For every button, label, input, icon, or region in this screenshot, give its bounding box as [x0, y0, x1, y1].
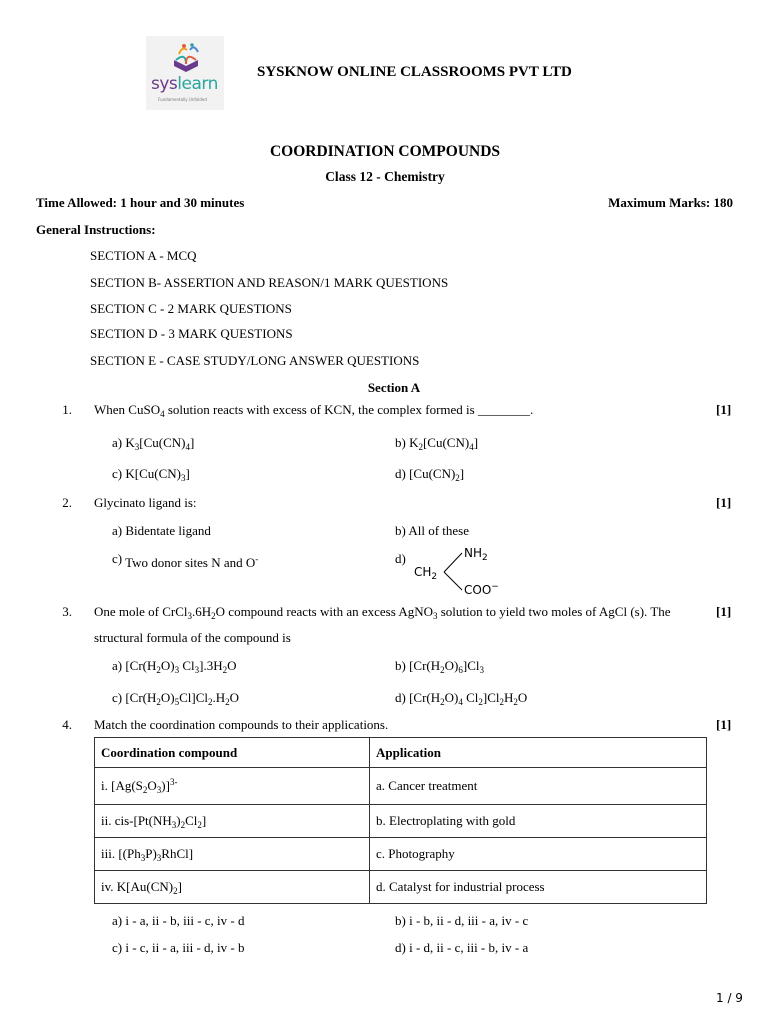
question-text: Glycinato ligand is: [94, 495, 197, 510]
option-b[interactable]: b) i - b, ii - d, iii - a, iv - c [395, 913, 529, 928]
instructions-heading: General Instructions: [36, 222, 156, 237]
company-name: SYSKNOW ONLINE CLASSROOMS PVT LTD [257, 64, 572, 80]
option-b[interactable]: b) All of these [395, 523, 470, 538]
option-d[interactable]: d) i - d, ii - c, iii - b, iv - a [395, 940, 529, 955]
table-cell-application: c. Photography [370, 838, 707, 871]
time-allowed: Time Allowed: 1 hour and 30 minutes [36, 195, 245, 210]
option-c[interactable]: c) $K[Cu(CN)_3]$ [112, 466, 190, 483]
option-d[interactable]: d) [395, 551, 406, 566]
table-row [95, 805, 707, 838]
max-marks: Maximum Marks: 180 [608, 195, 733, 210]
document-title: COORDINATION COMPOUNDS [269, 143, 501, 160]
question-text: Match the coordination compounds to their applications. [94, 717, 389, 732]
logo-wordmark: syslearn [151, 74, 218, 94]
table-cell-compound: iii. $[(Ph_3P)_3RhCl]$ [95, 838, 370, 871]
table-row [95, 838, 707, 871]
table-cell-compound: i. $[Ag(S_2O_3)]^{3-}$ [95, 768, 370, 805]
option-d[interactable]: d) [$Cr(H_2O)_4$ $Cl_2]Cl_2H_2O$ [395, 690, 528, 707]
question-marks: [1] [716, 402, 732, 417]
page-number: 1 / 9 [716, 991, 743, 1005]
option-a[interactable]: a) $K_3[Cu(CN)_4]$ [112, 435, 195, 452]
table-header-row [95, 738, 707, 768]
section-item: SECTION A - MCQ [90, 248, 197, 263]
table-header-cell: Application [370, 738, 707, 768]
syslearn-logo [146, 36, 224, 110]
table-row [95, 871, 707, 904]
section-item: SECTION C - 2 MARK QUESTIONS [90, 301, 292, 316]
table-header-cell: Coordination compound [95, 738, 370, 768]
option-b[interactable]: b) $[Cr(H_2O)_6]Cl_3$ [395, 658, 484, 675]
question-number: 4. [62, 717, 72, 732]
question-number: 1. [62, 402, 72, 417]
question-text-continued: structural formula of the compound is [94, 630, 291, 645]
section-a-heading: Section A [367, 380, 421, 395]
table-cell-application: b. Electroplating with gold [370, 805, 707, 838]
book-icon [146, 36, 224, 76]
option-a[interactable]: a) i - a, ii - b, iii - c, iv - d [112, 913, 245, 928]
section-item: SECTION E - CASE STUDY/LONG ANSWER QUESTIONS [90, 353, 420, 368]
coo-label: COO− [464, 582, 499, 597]
question-marks: [1] [716, 495, 732, 510]
glycinato-structure [412, 544, 512, 600]
table-cell-application: d. Catalyst for industrial process [370, 871, 707, 904]
option-b[interactable]: b) $K_2[Cu(CN)_4]$ [395, 435, 479, 452]
match-table [94, 737, 707, 904]
table-cell-application: a. Cancer treatment [370, 768, 707, 805]
table-cell-compound: iv. $K[Au(CN)_2]$ [95, 871, 370, 904]
question-text: When CuSO$_4$ solution reacts with excess of KCN, the complex formed is ________. [94, 402, 534, 419]
question-text: One mole of $CrCl_3.6H_2O$ compound reacts with an excess AgNO$_3$ solution to yield two moles of AgCl (s). The [94, 604, 671, 621]
option-c[interactable]: c) i - c, ii - a, iii - d, iv - b [112, 940, 245, 955]
option-a[interactable]: a) [$Cr(H_2O)_3$ $Cl_3].3H_2O$ [112, 658, 237, 675]
logo-tagline: Fundamentally Unfolded [158, 97, 207, 102]
section-item: SECTION B- ASSERTION AND REASON/1 MARK QUESTIONS [90, 275, 449, 290]
question-number: 2. [62, 495, 72, 510]
table-row [95, 768, 707, 805]
option-d[interactable]: d) $[Cu(CN)_2]$ [395, 466, 465, 483]
option-c[interactable]: c) Two donor sites N and O- [112, 551, 259, 570]
ch2-label: $CH_2$ [414, 565, 438, 582]
nh2-label: $NH_2$ [464, 546, 488, 563]
option-a[interactable]: a) Bidentate ligand [112, 523, 211, 538]
question-marks: [1] [716, 717, 732, 732]
question-number: 3. [62, 604, 72, 619]
document-subtitle: Class 12 - Chemistry [325, 169, 445, 184]
table-cell-compound: ii. cis-$[Pt(NH_3)_2Cl_2]$ [95, 805, 370, 838]
section-item: SECTION D - 3 MARK QUESTIONS [90, 326, 293, 341]
question-marks: [1] [716, 604, 732, 619]
option-c[interactable]: c) $[Cr(H_2O)_5Cl]Cl_2.H_2O$ [112, 690, 240, 707]
